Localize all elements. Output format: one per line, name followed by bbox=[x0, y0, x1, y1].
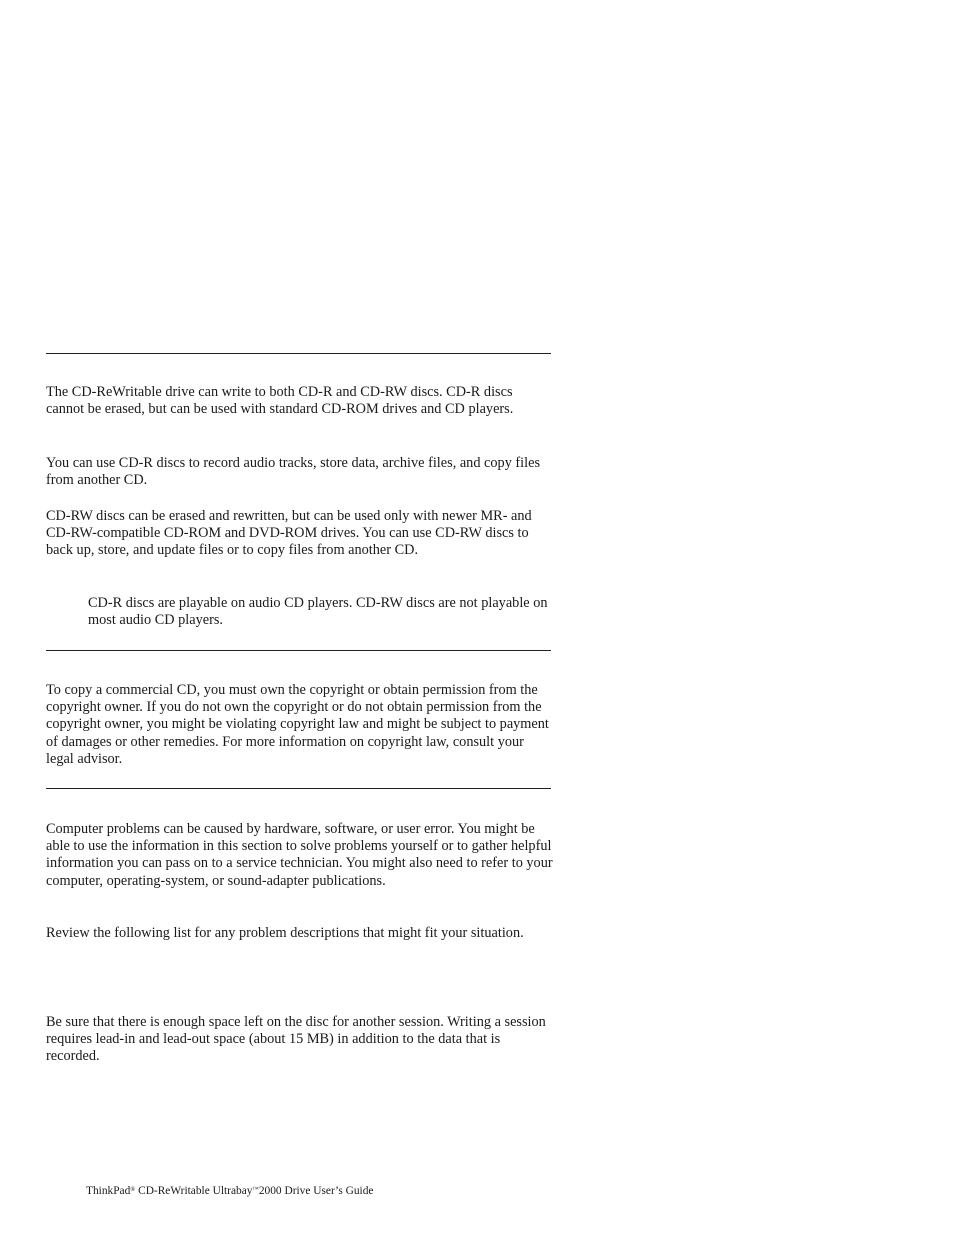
paragraph-cdr-uses: You can use CD-R discs to record audio tracks, store data, archive files, and copy files from another CD. bbox=[46, 455, 541, 489]
paragraph-cdrw-uses: CD-RW discs can be erased and rewritten, but can be used only with newer MR- and CD-RW-compatible CD-ROM and DVD-ROM drives. You can use CD-RW discs to back up, store, and update files or to copy files from another CD. bbox=[46, 508, 532, 559]
footer-product: CD-ReWritable Ultrabay bbox=[135, 1185, 253, 1197]
note-audio-playback: CD-R discs are playable on audio CD players. CD-RW discs are not playable on most audio CD players. bbox=[88, 595, 548, 629]
footer-suffix: 2000 Drive User’s Guide bbox=[258, 1185, 374, 1197]
paragraph-review-list: Review the following list for any problem descriptions that might fit your situation. bbox=[46, 925, 524, 941]
section-rule-disc-types bbox=[46, 353, 551, 354]
paragraph-disc-types-intro: The CD-ReWritable drive can write to both CD-R and CD-RW discs. CD-R discs cannot be erased, but can be used with standard CD-ROM drives and CD players. bbox=[46, 384, 514, 418]
registered-mark: ® bbox=[130, 1186, 136, 1193]
trademark-mark: ™ bbox=[252, 1186, 259, 1193]
section-rule-copyright bbox=[46, 650, 551, 651]
paragraph-copyright: To copy a commercial CD, you must own the copyright or obtain permission from the copyright owner. If you do not own the copyright or do not obtain permission from the copyright owner, you might be violating copyright law and might be subject to payment of damages or other remedies. For more information on copyright law, consult your legal advisor. bbox=[46, 682, 549, 767]
paragraph-troubleshooting-intro: Computer problems can be caused by hardware, software, or user error. You might be able to use the information in this section to solve problems yourself or to gather helpful information you can pass on to a service technician. You might also need to refer to your computer, operating-system, or sound-adapter publications. bbox=[46, 821, 553, 889]
page-footer bbox=[86, 1184, 373, 1198]
footer-brand: ThinkPad bbox=[86, 1185, 131, 1197]
section-rule-troubleshooting bbox=[46, 788, 551, 789]
paragraph-disc-space: Be sure that there is enough space left on the disc for another session. Writing a session requires lead-in and lead-out space (about 15 MB) in addition to the data that is recorded. bbox=[46, 1014, 546, 1065]
